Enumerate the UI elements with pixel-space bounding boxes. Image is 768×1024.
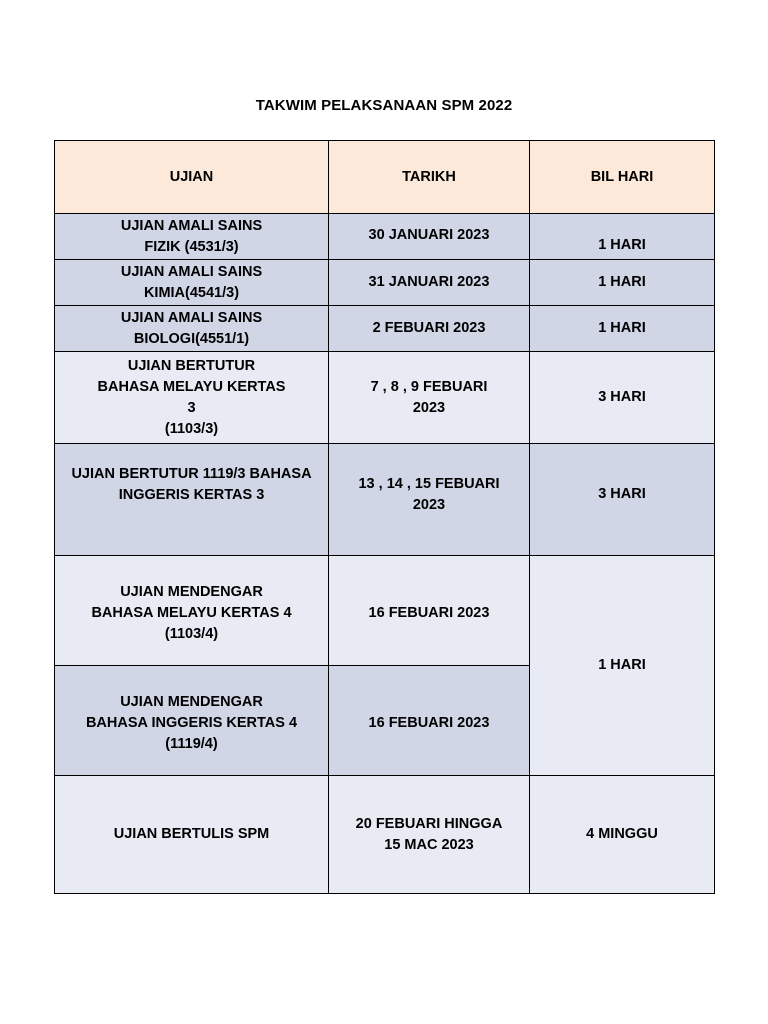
cell-tarikh: 2 FEBUARI 2023 <box>329 306 530 352</box>
cell-ujian: UJIAN BERTUTUR 1119/3 BAHASA INGGERIS KERTAS 3 <box>55 444 329 556</box>
cell-bil-hari: 3 HARI <box>530 444 715 556</box>
cell-bil-hari-merged: 1 HARI <box>530 556 715 776</box>
header-bil-hari: BIL HARI <box>530 141 715 214</box>
cell-bil-hari: 4 MINGGU <box>530 776 715 894</box>
cell-tarikh: 20 FEBUARI HINGGA 15 MAC 2023 <box>329 776 530 894</box>
cell-ujian: UJIAN AMALI SAINS KIMIA(4541/3) <box>55 260 329 306</box>
cell-tarikh: 16 FEBUARI 2023 <box>329 666 530 776</box>
cell-ujian: UJIAN BERTUTUR BAHASA MELAYU KERTAS 3 (1103/3) <box>55 352 329 444</box>
cell-ujian: UJIAN MENDENGAR BAHASA INGGERIS KERTAS 4 (1119/4) <box>55 666 329 776</box>
cell-tarikh: 7 , 8 , 9 FEBUARI 2023 <box>329 352 530 444</box>
header-tarikh: TARIKH <box>329 141 530 214</box>
schedule-table <box>54 140 715 894</box>
cell-bil-hari: 3 HARI <box>530 352 715 444</box>
table-row <box>55 776 715 894</box>
cell-tarikh: 13 , 14 , 15 FEBUARI 2023 <box>329 444 530 556</box>
table-header-row <box>55 141 715 214</box>
document-title: TAKWIM PELAKSANAAN SPM 2022 <box>255 97 513 114</box>
cell-ujian: UJIAN AMALI SAINS BIOLOGI(4551/1) <box>55 306 329 352</box>
table-row <box>55 352 715 444</box>
table-row <box>55 260 715 306</box>
cell-ujian: UJIAN BERTULIS SPM <box>55 776 329 894</box>
cell-bil-hari: 1 HARI <box>530 260 715 306</box>
cell-ujian: UJIAN MENDENGAR BAHASA MELAYU KERTAS 4 (1103/4) <box>55 556 329 666</box>
table-row <box>55 214 715 260</box>
cell-bil-hari: 1 HARI <box>530 306 715 352</box>
table-row <box>55 444 715 556</box>
cell-ujian: UJIAN AMALI SAINS FIZIK (4531/3) <box>55 214 329 260</box>
cell-tarikh: 16 FEBUARI 2023 <box>329 556 530 666</box>
cell-bil-hari: 1 HARI <box>530 214 715 260</box>
cell-tarikh: 31 JANUARI 2023 <box>329 260 530 306</box>
table-row <box>55 556 715 666</box>
header-ujian: UJIAN <box>55 141 329 214</box>
table-row <box>55 306 715 352</box>
cell-tarikh: 30 JANUARI 2023 <box>329 214 530 260</box>
